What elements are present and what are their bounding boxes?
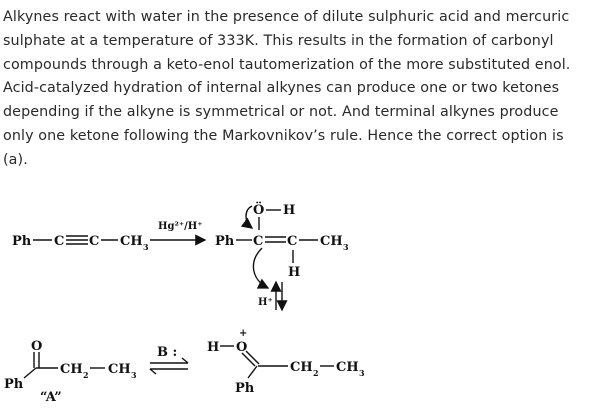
ph-bond — [24, 368, 36, 378]
ketone-ph: Ph — [4, 377, 24, 392]
paragraph-line: sulphate at a temperature of 333K. This results in the formation of carbonyl — [3, 32, 554, 49]
ketone-oxygen: O — [31, 339, 43, 354]
oxonium-sub3: 3 — [359, 368, 365, 378]
proton-label: H⁺ — [258, 297, 273, 308]
paragraph-line: Alkynes react with water in the presence of dilute sulphuric acid and mercuric — [3, 9, 570, 25]
enol-ph: Ph — [215, 234, 235, 249]
arrow-half-head — [182, 358, 188, 363]
double-bond-line — [246, 351, 259, 364]
compound-a-label: “A” — [40, 390, 62, 405]
enol-c1: C — [253, 234, 264, 249]
ketone-sub3: 3 — [131, 370, 137, 380]
oxonium-intermediate — [207, 328, 365, 396]
reactant-ph: Ph — [12, 234, 32, 249]
enol-intermediate — [215, 201, 349, 310]
oxonium-h: H — [207, 340, 220, 355]
reactant-sub3: 3 — [143, 242, 149, 252]
oxonium-plus: + — [239, 328, 248, 339]
reactant-c1: C — [54, 234, 65, 249]
oxonium-sub2: 2 — [313, 368, 319, 378]
oxonium-ch3: CH — [336, 360, 359, 375]
paragraph-line: only one ketone following the Markovnikov’s rule. Hence the correct option is — [3, 127, 564, 144]
enol-oxygen: Ö — [253, 203, 265, 218]
base-label: B : — [157, 345, 178, 360]
electron-push-arrow — [253, 248, 268, 288]
ph-bond — [248, 366, 257, 378]
ketone-sub2: 2 — [83, 370, 89, 380]
paragraph-line: depending if the alkyne is symmetrical or not. And terminal alkynes produce — [3, 104, 559, 121]
paragraph-line: (a). — [3, 151, 28, 168]
enol-h-bottom: H — [288, 265, 301, 280]
oxonium-ch2: CH — [290, 360, 313, 375]
oxonium-ph: Ph — [235, 381, 255, 396]
enol-c2: C — [287, 234, 298, 249]
ketone-ch2: CH — [60, 362, 83, 377]
reactant-alkyne — [12, 234, 149, 252]
electron-push-arrow — [246, 206, 252, 228]
enol-ch: CH — [320, 234, 343, 249]
oxonium-o: O — [236, 340, 248, 355]
paragraph-line: Acid-catalyzed hydration of internal alkynes can produce one or two ketones — [3, 80, 560, 97]
arrow-half-head — [150, 369, 156, 374]
paragraph-line: compounds through a keto-enol tautomerization of the more substituted enol. — [3, 56, 571, 73]
ketone-ch3: CH — [108, 362, 131, 377]
reagent-label: Hg²⁺/H⁺ — [158, 221, 203, 232]
ketone-product — [4, 339, 137, 405]
enol-sub3: 3 — [343, 242, 349, 252]
reactant-c2: C — [89, 234, 100, 249]
double-bond-line — [242, 353, 255, 366]
enol-h-top: H — [283, 203, 296, 218]
reactant-ch: CH — [120, 234, 143, 249]
